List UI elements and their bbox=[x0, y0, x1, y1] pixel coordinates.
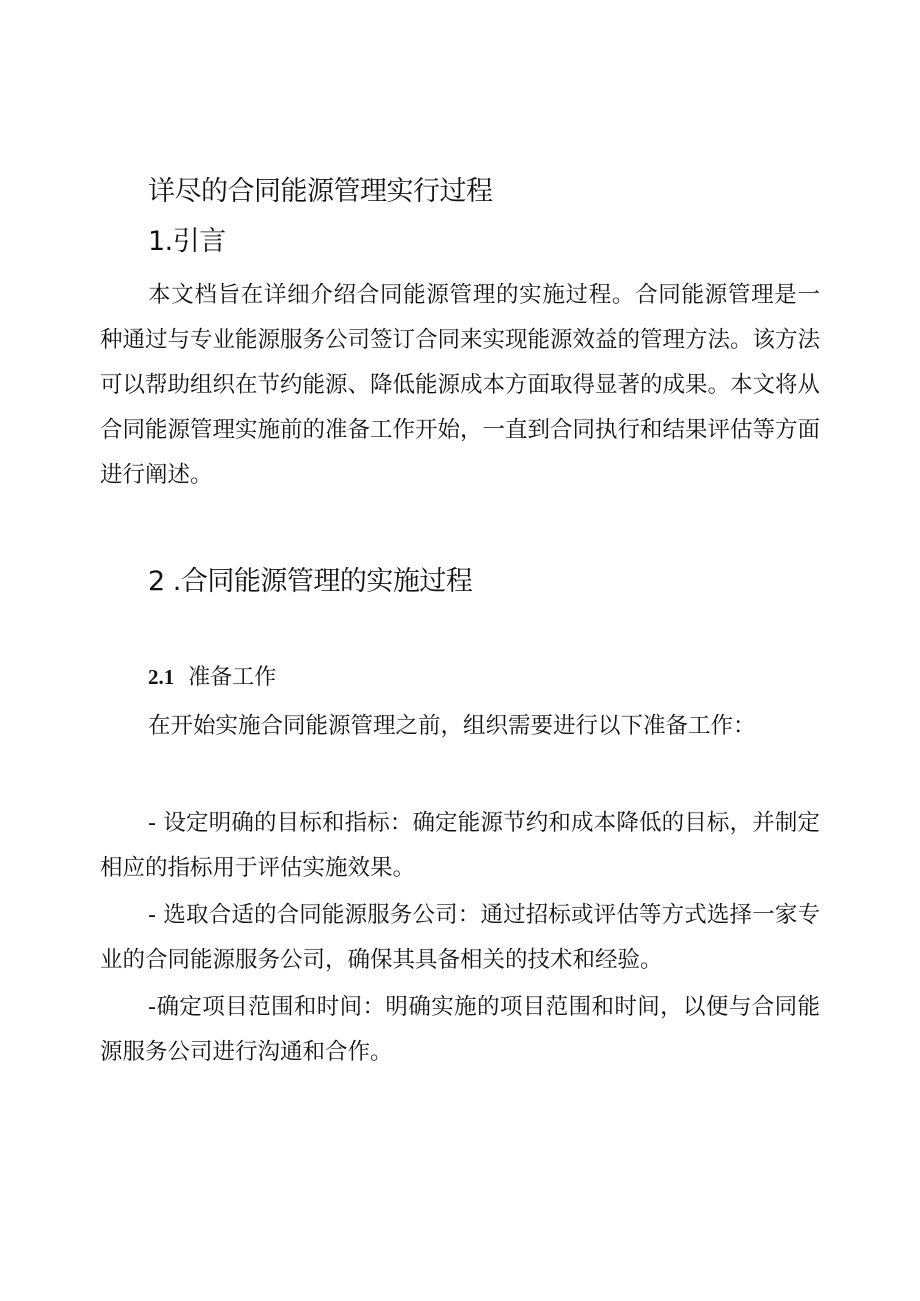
subsection-2-1-heading bbox=[148, 660, 276, 695]
list-item: - 选取合适的合同能源服务公司：通过招标或评估等方式选择一家专业的合同能源服务公司，确保其具备相关的技术和经验。 bbox=[100, 902, 820, 973]
subsection-intro-paragraph: 在开始实施合同能源管理之前，组织需要进行以下准备工作： bbox=[148, 713, 756, 739]
section-1-paragraph: 本文档旨在详细介绍合同能源管理的实施过程。合同能源管理是一种通过与专业能源服务公司签订合同来实现能源效益的管理方法。该方法可以帮助组织在节约能源、降低能源成本方面取得显著的成果。本文将从合同能源管理实施前的准备工作开始，一直到合同执行和结果评估等方面进行阐述。 bbox=[100, 282, 821, 488]
subsection-number: 2.1 bbox=[148, 665, 175, 689]
section-1-heading: 1.引言 bbox=[148, 226, 226, 257]
document-title: 详尽的合同能源管理实行过程 bbox=[148, 176, 493, 207]
list-item: - 设定明确的目标和指标：确定能源节约和成本降低的目标，并制定相应的指标用于评估实施效果。 bbox=[100, 810, 820, 881]
section-2-heading: 2 .合同能源管理的实施过程 bbox=[148, 566, 473, 597]
list-item: -确定项目范围和时间：明确实施的项目范围和时间，以便与合同能源服务公司进行沟通和合作。 bbox=[100, 994, 820, 1065]
subsection-title: 准备工作 bbox=[188, 665, 277, 690]
